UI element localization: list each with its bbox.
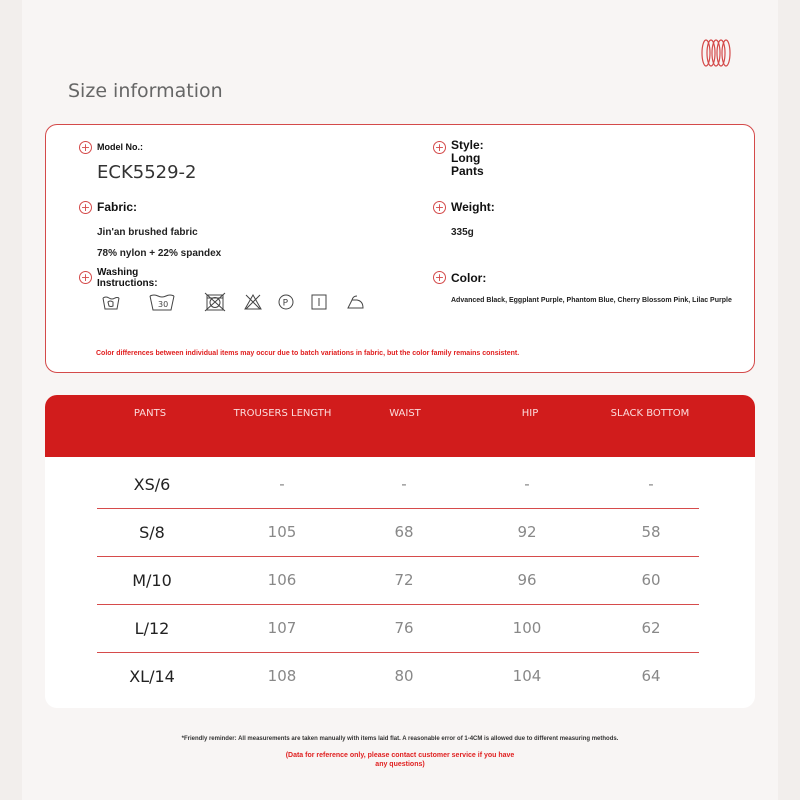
wash-temp: 30 <box>158 300 169 309</box>
model-value: ECK5529-2 <box>97 162 197 183</box>
length-cell: 107 <box>267 619 297 637</box>
plus-icon: + <box>80 271 91 284</box>
slack-bottom-cell: 64 <box>641 667 661 685</box>
fabric-line-1: Jin'an brushed fabric <box>97 227 198 238</box>
color-value: Advanced Black, Eggplant Purple, Phantom Blue, Cherry Blossom Pink, Lilac Purple <box>451 297 732 304</box>
brand-logo-icon <box>700 38 732 68</box>
weight-label: Weight: <box>451 200 495 214</box>
waist-cell: - <box>401 475 407 493</box>
washing-label-1: Washing <box>97 267 139 278</box>
size-cell: XL/14 <box>129 667 175 686</box>
table-row <box>97 653 699 701</box>
plus-icon: + <box>434 201 445 214</box>
svg-text:P: P <box>282 298 289 309</box>
plus-icon: + <box>434 271 445 284</box>
header-pants: PANTS <box>133 408 167 419</box>
weight-value: 335g <box>451 227 474 238</box>
wash-30-icon <box>149 292 175 312</box>
size-cell: M/10 <box>132 571 172 590</box>
table-row <box>97 461 699 509</box>
length-cell: 105 <box>267 523 297 541</box>
slack-bottom-cell: 62 <box>641 619 661 637</box>
washing-icons <box>101 292 371 312</box>
reference-note-line-1: (Data for reference only, please contact customer service if you have <box>285 752 515 759</box>
slack-bottom-cell: - <box>648 475 654 493</box>
hip-cell: 96 <box>517 571 537 589</box>
washing-label-2: Instructions: <box>97 278 158 289</box>
page-title: Size information <box>68 80 223 102</box>
header-slack-bottom: SLACK BOTTOM <box>610 408 690 419</box>
hand-wash-icon <box>101 292 121 312</box>
header-hip: HIP <box>521 408 539 419</box>
hip-cell: 92 <box>517 523 537 541</box>
hip-cell: 104 <box>512 667 542 685</box>
plus-icon: + <box>80 201 91 214</box>
hip-cell: 100 <box>512 619 542 637</box>
waist-cell: 68 <box>394 523 414 541</box>
slack-bottom-cell: 60 <box>641 571 661 589</box>
professional-clean-p-icon <box>277 292 295 312</box>
table-row <box>97 605 699 653</box>
size-cell: XS/6 <box>133 475 171 494</box>
style-label: Style: <box>451 138 484 152</box>
line-dry-icon <box>311 292 327 312</box>
color-disclaimer: Color differences between individual items may occur due to batch variations in fabric, but the color family remains consistent. <box>96 350 520 357</box>
length-cell: - <box>279 475 285 493</box>
waist-cell: 72 <box>394 571 414 589</box>
waist-cell: 80 <box>394 667 414 685</box>
hip-cell: - <box>524 475 530 493</box>
iron-low-icon <box>346 292 366 312</box>
reference-note-line-2: any questions) <box>375 761 425 768</box>
plus-icon: + <box>80 141 91 154</box>
plus-icon: + <box>434 141 445 154</box>
table-header <box>45 395 755 457</box>
size-cell: L/12 <box>134 619 170 638</box>
color-label: Color: <box>451 271 487 285</box>
model-label: Model No.: <box>97 142 143 152</box>
friendly-reminder: *Friendly reminder: All measurements are taken manually with items laid flat. A reasonable error of 1-4CM is allowed due to different measuring methods. <box>181 736 619 742</box>
style-line-2: Pants <box>451 164 484 178</box>
length-cell: 108 <box>267 667 297 685</box>
header-trousers-length: TROUSERS LENGTH <box>233 408 332 419</box>
size-table <box>45 395 755 708</box>
length-cell: 106 <box>267 571 297 589</box>
no-tumble-dry-icon <box>204 292 226 312</box>
style-line-1: Long <box>451 151 481 165</box>
no-bleach-icon <box>243 292 263 312</box>
header-waist: WAIST <box>389 408 421 419</box>
table-row <box>97 557 699 605</box>
waist-cell: 76 <box>394 619 414 637</box>
slack-bottom-cell: 58 <box>641 523 661 541</box>
size-cell: S/8 <box>139 523 165 542</box>
fabric-line-2: 78% nylon + 22% spandex <box>97 248 222 259</box>
fabric-label: Fabric: <box>97 200 138 214</box>
table-row <box>97 509 699 557</box>
